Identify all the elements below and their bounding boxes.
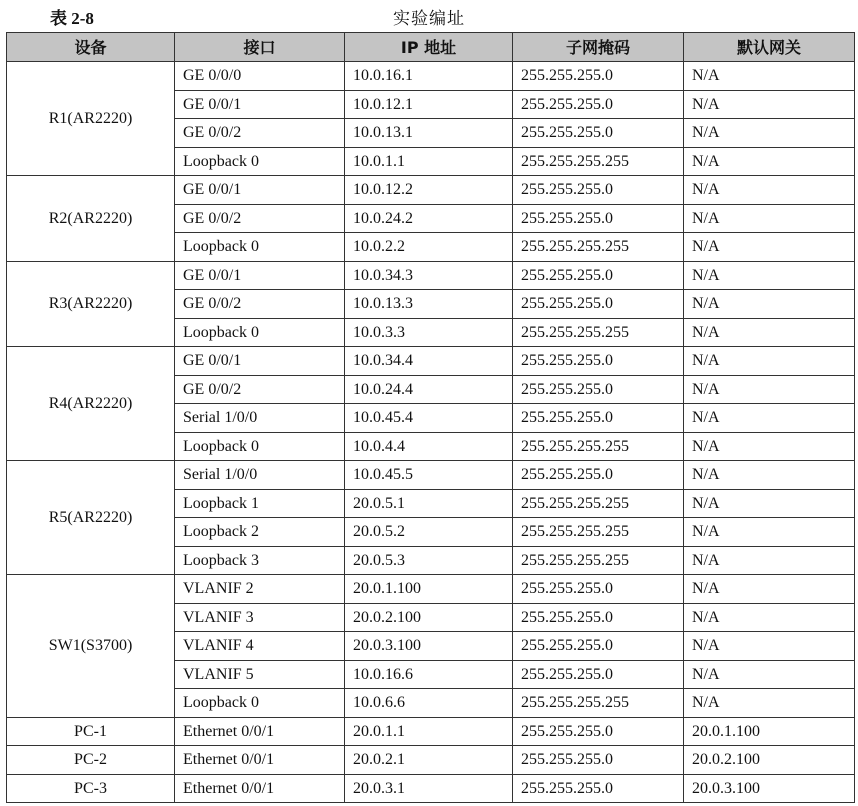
ip-address-cell: 10.0.34.3 [345, 261, 513, 290]
table-row [7, 461, 855, 490]
device-cell: PC-2 [7, 746, 175, 775]
gateway-cell: N/A [684, 90, 855, 119]
device-cell: R4(AR2220) [7, 347, 175, 461]
interface-cell: Serial 1/0/0 [175, 404, 345, 433]
header-default-gateway: 默认网关 [684, 33, 855, 62]
device-cell: R3(AR2220) [7, 261, 175, 347]
subnet-mask-cell: 255.255.255.255 [513, 147, 684, 176]
interface-cell: Loopback 0 [175, 147, 345, 176]
ip-address-cell: 10.0.6.6 [345, 689, 513, 718]
ip-address-cell: 20.0.5.3 [345, 546, 513, 575]
interface-cell: Loopback 0 [175, 318, 345, 347]
gateway-cell: 20.0.3.100 [684, 774, 855, 803]
gateway-cell: N/A [684, 489, 855, 518]
subnet-mask-cell: 255.255.255.0 [513, 204, 684, 233]
gateway-cell: 20.0.2.100 [684, 746, 855, 775]
gateway-cell: N/A [684, 660, 855, 689]
gateway-cell: N/A [684, 375, 855, 404]
table-row [7, 746, 855, 775]
ip-address-cell: 20.0.3.1 [345, 774, 513, 803]
ip-address-cell: 10.0.16.6 [345, 660, 513, 689]
ip-address-cell: 20.0.1.1 [345, 717, 513, 746]
interface-cell: Loopback 0 [175, 233, 345, 262]
subnet-mask-cell: 255.255.255.0 [513, 660, 684, 689]
interface-cell: GE 0/0/1 [175, 176, 345, 205]
ip-address-cell: 20.0.5.1 [345, 489, 513, 518]
gateway-cell: N/A [684, 318, 855, 347]
gateway-cell: N/A [684, 461, 855, 490]
subnet-mask-cell: 255.255.255.255 [513, 233, 684, 262]
ip-address-cell: 10.0.45.5 [345, 461, 513, 490]
ip-address-cell: 10.0.34.4 [345, 347, 513, 376]
gateway-cell: N/A [684, 632, 855, 661]
subnet-mask-cell: 255.255.255.0 [513, 176, 684, 205]
ip-address-cell: 20.0.3.100 [345, 632, 513, 661]
interface-cell: GE 0/0/2 [175, 119, 345, 148]
interface-cell: GE 0/0/2 [175, 204, 345, 233]
interface-cell: Loopback 1 [175, 489, 345, 518]
table-title: 实验编址 [393, 9, 465, 29]
ip-address-cell: 20.0.1.100 [345, 575, 513, 604]
interface-cell: Serial 1/0/0 [175, 461, 345, 490]
gateway-cell: N/A [684, 290, 855, 319]
interface-cell: GE 0/0/1 [175, 261, 345, 290]
table-caption [0, 0, 858, 30]
gateway-cell: N/A [684, 119, 855, 148]
table-row [7, 774, 855, 803]
subnet-mask-cell: 255.255.255.255 [513, 318, 684, 347]
header-device: 设备 [7, 33, 175, 62]
interface-cell: Loopback 0 [175, 689, 345, 718]
interface-cell: Loopback 2 [175, 518, 345, 547]
subnet-mask-cell: 255.255.255.255 [513, 546, 684, 575]
gateway-cell: 20.0.1.100 [684, 717, 855, 746]
interface-cell: GE 0/0/2 [175, 375, 345, 404]
table-row [7, 62, 855, 91]
subnet-mask-cell: 255.255.255.0 [513, 461, 684, 490]
subnet-mask-cell: 255.255.255.0 [513, 632, 684, 661]
ip-address-cell: 10.0.24.4 [345, 375, 513, 404]
header-ip-address: IP 地址 [345, 33, 513, 62]
table-body [7, 62, 855, 803]
table-row [7, 176, 855, 205]
interface-cell: Ethernet 0/0/1 [175, 717, 345, 746]
subnet-mask-cell: 255.255.255.255 [513, 489, 684, 518]
interface-cell: Ethernet 0/0/1 [175, 746, 345, 775]
ip-address-cell: 10.0.4.4 [345, 432, 513, 461]
ip-address-cell: 10.0.12.1 [345, 90, 513, 119]
device-cell: PC-1 [7, 717, 175, 746]
interface-cell: GE 0/0/1 [175, 347, 345, 376]
gateway-cell: N/A [684, 233, 855, 262]
ip-address-cell: 10.0.2.2 [345, 233, 513, 262]
gateway-cell: N/A [684, 603, 855, 632]
ip-address-cell: 20.0.2.100 [345, 603, 513, 632]
table-number: 表 2-8 [50, 9, 94, 28]
table-row [7, 717, 855, 746]
device-cell: R5(AR2220) [7, 461, 175, 575]
device-cell: PC-3 [7, 774, 175, 803]
interface-cell: Loopback 0 [175, 432, 345, 461]
ip-address-cell: 10.0.24.2 [345, 204, 513, 233]
interface-cell: VLANIF 5 [175, 660, 345, 689]
subnet-mask-cell: 255.255.255.0 [513, 603, 684, 632]
subnet-mask-cell: 255.255.255.0 [513, 375, 684, 404]
subnet-mask-cell: 255.255.255.0 [513, 717, 684, 746]
subnet-mask-cell: 255.255.255.0 [513, 575, 684, 604]
device-cell: SW1(S3700) [7, 575, 175, 718]
interface-cell: VLANIF 2 [175, 575, 345, 604]
ip-address-cell: 10.0.13.3 [345, 290, 513, 319]
subnet-mask-cell: 255.255.255.255 [513, 432, 684, 461]
table-row [7, 347, 855, 376]
device-cell: R1(AR2220) [7, 62, 175, 176]
ip-address-cell: 10.0.13.1 [345, 119, 513, 148]
interface-cell: GE 0/0/0 [175, 62, 345, 91]
device-cell: R2(AR2220) [7, 176, 175, 262]
subnet-mask-cell: 255.255.255.0 [513, 746, 684, 775]
subnet-mask-cell: 255.255.255.0 [513, 347, 684, 376]
ip-address-cell: 20.0.5.2 [345, 518, 513, 547]
subnet-mask-cell: 255.255.255.0 [513, 119, 684, 148]
table-row [7, 575, 855, 604]
header-row [7, 33, 855, 62]
ip-address-cell: 10.0.16.1 [345, 62, 513, 91]
subnet-mask-cell: 255.255.255.255 [513, 689, 684, 718]
gateway-cell: N/A [684, 176, 855, 205]
subnet-mask-cell: 255.255.255.0 [513, 774, 684, 803]
subnet-mask-cell: 255.255.255.0 [513, 404, 684, 433]
gateway-cell: N/A [684, 404, 855, 433]
ip-address-cell: 10.0.45.4 [345, 404, 513, 433]
interface-cell: VLANIF 3 [175, 603, 345, 632]
gateway-cell: N/A [684, 432, 855, 461]
table-row [7, 261, 855, 290]
ip-address-cell: 10.0.12.2 [345, 176, 513, 205]
subnet-mask-cell: 255.255.255.0 [513, 90, 684, 119]
address-table [6, 32, 855, 803]
interface-cell: GE 0/0/1 [175, 90, 345, 119]
gateway-cell: N/A [684, 546, 855, 575]
gateway-cell: N/A [684, 261, 855, 290]
subnet-mask-cell: 255.255.255.0 [513, 290, 684, 319]
subnet-mask-cell: 255.255.255.255 [513, 518, 684, 547]
subnet-mask-cell: 255.255.255.0 [513, 261, 684, 290]
gateway-cell: N/A [684, 518, 855, 547]
gateway-cell: N/A [684, 689, 855, 718]
gateway-cell: N/A [684, 204, 855, 233]
interface-cell: Ethernet 0/0/1 [175, 774, 345, 803]
subnet-mask-cell: 255.255.255.0 [513, 62, 684, 91]
ip-address-cell: 10.0.3.3 [345, 318, 513, 347]
header-interface: 接口 [175, 33, 345, 62]
header-subnet-mask: 子网掩码 [513, 33, 684, 62]
interface-cell: VLANIF 4 [175, 632, 345, 661]
ip-address-cell: 10.0.1.1 [345, 147, 513, 176]
interface-cell: Loopback 3 [175, 546, 345, 575]
gateway-cell: N/A [684, 62, 855, 91]
gateway-cell: N/A [684, 147, 855, 176]
gateway-cell: N/A [684, 575, 855, 604]
gateway-cell: N/A [684, 347, 855, 376]
interface-cell: GE 0/0/2 [175, 290, 345, 319]
ip-address-cell: 20.0.2.1 [345, 746, 513, 775]
